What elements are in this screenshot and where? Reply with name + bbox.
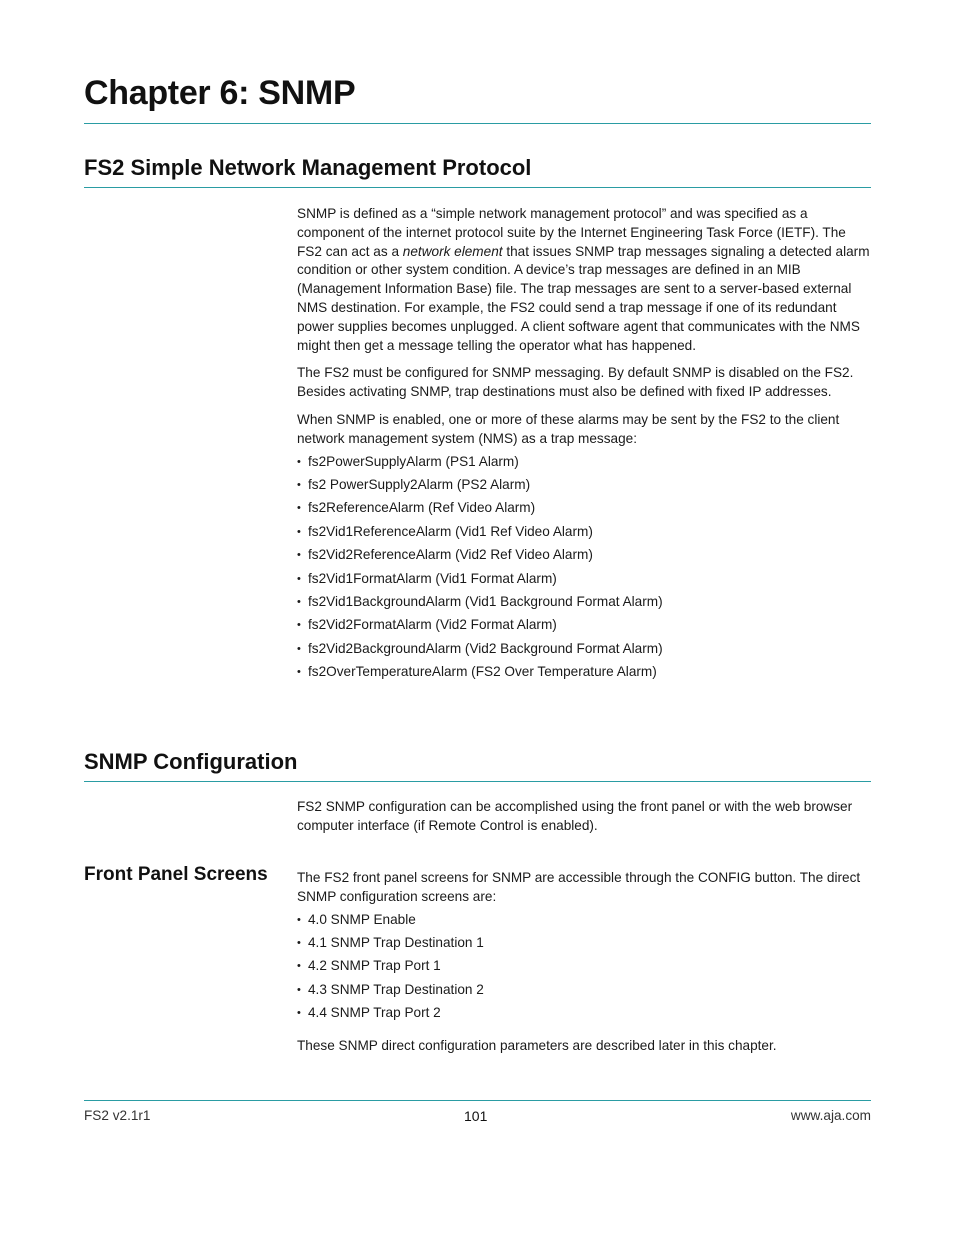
section-rule-2 [84,781,871,782]
list-item: • 4.0 SNMP Enable [297,911,871,934]
list-item: • fs2Vid1BackgroundAlarm (Vid1 Background Format Alarm) [297,593,871,616]
chapter-title: Chapter 6: SNMP [84,74,356,112]
list-item: • fs2OverTemperatureAlarm (FS2 Over Temperature Alarm) [297,663,871,686]
list-item: • 4.2 SNMP Trap Port 1 [297,957,871,980]
section1-para3: When SNMP is enabled, one or more of these alarms may be sent by the FS2 to the client network management system (NMS) as a trap message: [297,411,840,446]
chapter-rule [84,123,871,124]
para1-emphasis: network element [402,243,503,259]
footer-version: FS2 v2.1r1 [84,1108,151,1123]
section-heading-snmp-configuration: SNMP Configuration [84,749,298,774]
screen-list [297,911,871,1028]
list-item: • fs2Vid1FormatAlarm (Vid1 Format Alarm) [297,570,871,593]
section2-para: FS2 SNMP configuration can be accomplished using the front panel or with the web browser computer interface (if Remote Control is enabled). [297,799,853,833]
list-item: • 4.1 SNMP Trap Destination 1 [297,934,871,957]
section-heading-fs2-snmp: FS2 Simple Network Management Protocol [84,155,532,180]
section1-body [297,205,871,695]
list-item: • fs2ReferenceAlarm (Ref Video Alarm) [297,499,871,522]
footer-page-number: 101 [464,1108,488,1124]
list-item: • 4.3 SNMP Trap Destination 2 [297,981,871,1004]
para1-text-b: that issues SNMP trap messages signaling a detected alarm condition or other system condition. A device’s trap messages are defined in an MIB (Management Information Base) file. The trap messages are sent to a server-based external NMS destination. For example, the FS2 could send a trap message if one of its redundant power supplies becomes unplugged. A client software agent that communicates with the NMS might then get a message telling the operator what has happened. [297,243,870,353]
section3-para1: The FS2 front panel screens for SNMP are accessible through the CONFIG button. The direct SNMP configuration screens are: [297,870,861,904]
list-item: • fs2 PowerSupply2Alarm (PS2 Alarm) [297,476,871,499]
list-item: • 4.4 SNMP Trap Port 2 [297,1004,871,1027]
footer-rule [84,1100,871,1101]
section1-para2: The FS2 must be configured for SNMP messaging. By default SNMP is disabled on the FS2. Besides activating SNMP, trap destinations must also be defined with fixed IP addresses. [297,365,854,400]
list-item: • fs2Vid1ReferenceAlarm (Vid1 Ref Video Alarm) [297,523,871,546]
list-item: • fs2Vid2BackgroundAlarm (Vid2 Background Format Alarm) [297,640,871,663]
section3-body [297,869,871,1064]
section-rule-1 [84,187,871,188]
section1-para1 [297,205,871,355]
list-item: • fs2PowerSupplyAlarm (PS1 Alarm) [297,453,871,476]
section2-body [297,798,871,845]
section3-para2: These SNMP direct configuration parameters are described later in this chapter. [297,1037,777,1053]
para1-text-a: SNMP is defined as a “simple network management protocol” and was specified as a component of the internet protocol suite by the Internet Engineering Task Force (IETF). The FS2 can act as a [297,206,846,259]
subsection-heading-front-panel-screens: Front Panel Screens [84,864,268,885]
list-item: • fs2Vid2ReferenceAlarm (Vid2 Ref Video Alarm) [297,546,871,569]
alarm-list [297,453,871,687]
footer-website-link[interactable]: www.aja.com [790,1108,871,1123]
list-item: • fs2Vid2FormatAlarm (Vid2 Format Alarm) [297,616,871,639]
